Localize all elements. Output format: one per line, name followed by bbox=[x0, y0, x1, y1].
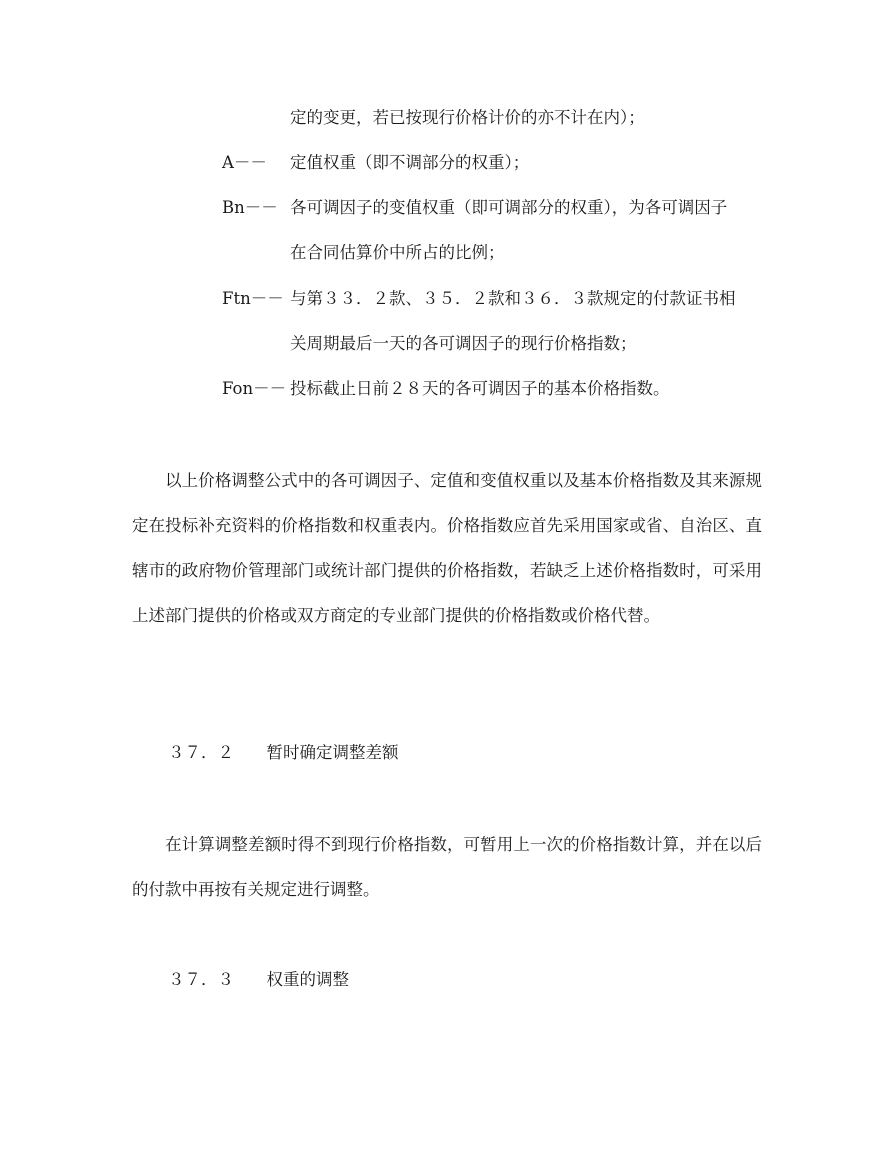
definition-label-fon: Fon－－ bbox=[222, 379, 287, 398]
definition-text-bn: 各可调因子的变值权重（即可调部分的权重），为各可调因子 bbox=[290, 198, 728, 217]
definition-continuation: 定的变更，若已按现行价格计价的亦不计在内）； bbox=[290, 108, 645, 127]
definition-label-bn: Bn－－ bbox=[222, 198, 278, 217]
definition-continuation-bn: 在合同估算价中所占的比例； bbox=[290, 243, 505, 262]
section-number: ３７．２ bbox=[168, 743, 234, 762]
definition-label-a: A－－ bbox=[222, 153, 267, 172]
definition-text-fon: 投标截止日前２８天的各可调因子的基本价格指数。 bbox=[290, 379, 670, 398]
section-heading-37-3 bbox=[168, 970, 349, 990]
section-title: 暂时确定调整差额 bbox=[266, 743, 399, 762]
section-title: 权重的调整 bbox=[266, 970, 349, 989]
body-paragraph-text: 以上价格调整公式中的各可调因子、定值和变值权重以及基本价格指数及其来源规定在投标补充资料的价格指数和权重表内。价格指数应首先采用国家或省、自治区、直辖市的政府物价管理部门或统计部门提供的价格指数，若缺乏上述价格指数时，可采用上述部门提供的价格或双方商定的专业部门提供的价格指数或价格代替。 bbox=[132, 471, 762, 625]
body-paragraph bbox=[132, 458, 762, 638]
section-heading-37-2 bbox=[168, 743, 399, 763]
definition-label-ftn: Ftn－－ bbox=[222, 289, 284, 308]
body-paragraph-text: 在计算调整差额时得不到现行价格指数，可暂用上一次的价格指数计算，并在以后的付款中再按有关规定进行调整。 bbox=[132, 835, 762, 899]
definition-continuation-ftn: 关周期最后一天的各可调因子的现行价格指数； bbox=[290, 334, 637, 353]
definition-text-a: 定值权重（即不调部分的权重）； bbox=[290, 153, 530, 172]
section-number: ３７．３ bbox=[168, 970, 234, 989]
definition-text-ftn: 与第３３．２款、３５．２款和３６．３款规定的付款证书相 bbox=[290, 289, 736, 308]
body-paragraph bbox=[132, 822, 762, 912]
